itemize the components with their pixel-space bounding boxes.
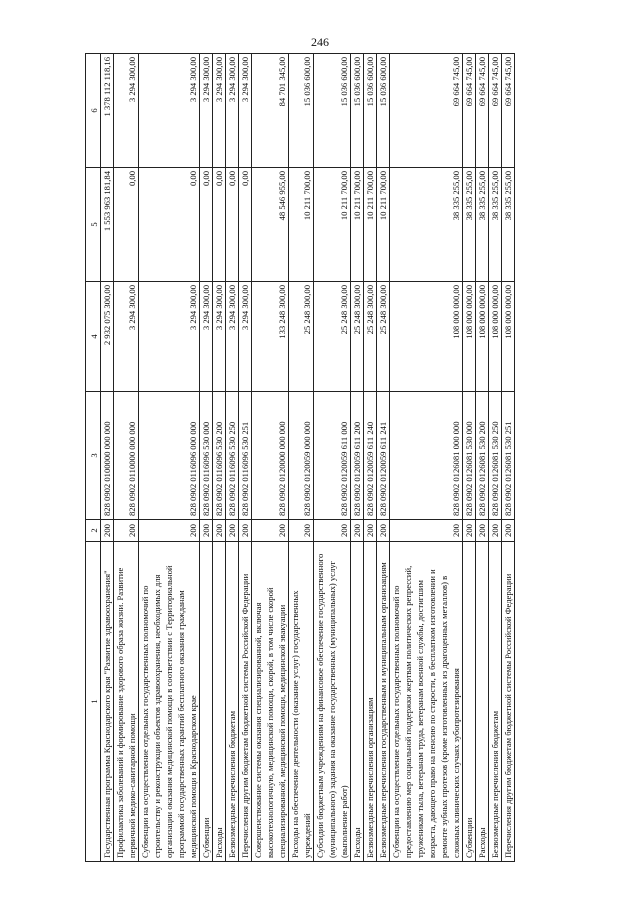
row-line-code-cell: 200 (314, 520, 351, 542)
row-name-cell: Субвенции (200, 542, 213, 862)
column-number-3: 3 (86, 392, 101, 520)
row-line-code-cell: 200 (101, 520, 114, 542)
row-approved-amount-cell: 25 248 300,00 (377, 282, 390, 392)
row-budget-code-cell: 828 0902 0120059 611 240 (364, 392, 377, 520)
row-name-cell: Субвенции (463, 542, 476, 862)
column-number-6: 6 (86, 54, 101, 168)
table-row (289, 54, 314, 862)
row-remaining-amount-cell: 69 664 745,00 (390, 54, 463, 168)
row-remaining-amount-cell: 15 036 600,00 (364, 54, 377, 168)
row-budget-code-cell: 828 0902 0116096 000 000 (139, 392, 200, 520)
row-line-code-cell: 200 (239, 520, 252, 542)
rotated-budget-table-wrapper (85, 54, 605, 862)
row-budget-code-cell: 828 0902 0116096 530 000 (200, 392, 213, 520)
table-row (139, 54, 200, 862)
row-approved-amount-cell: 2 932 075 300,00 (101, 282, 114, 392)
column-number-2: 2 (86, 520, 101, 542)
row-executed-amount-cell: 10 211 700,00 (364, 168, 377, 282)
row-line-code-cell: 200 (390, 520, 463, 542)
row-name-cell: Субвенции на осуществление отдельных государственных полномочий по предоставлению мер социальной поддержки жертвам политических репрессий, труженикам тыла, ветеранам труда, ветеранам военной службы, достигшим возраста, дающего право на пенсию по старости, в бесплатном изготовлении и ремонте зубных протезов (кроме изготовленных из драгоценных металлов) в сложных клинических случаях зубопротезирования (390, 542, 463, 862)
row-line-code-cell: 200 (114, 520, 139, 542)
row-remaining-amount-cell: 15 036 600,00 (314, 54, 351, 168)
row-name-cell: Безвозмездные перечисления бюджетам (226, 542, 239, 862)
row-approved-amount-cell: 3 294 300,00 (226, 282, 239, 392)
row-executed-amount-cell: 38 335 255,00 (463, 168, 476, 282)
row-name-cell: Перечисления другим бюджетам бюджетной системы Российской Федерации (239, 542, 252, 862)
row-executed-amount-cell: 0,00 (239, 168, 252, 282)
row-line-code-cell: 200 (364, 520, 377, 542)
budget-table (85, 53, 515, 862)
row-budget-code-cell: 828 0902 0120059 000 000 (289, 392, 314, 520)
row-name-cell: Субсидии бюджетным учреждениям на финансовое обеспечение государственного (муниципального) задания на оказание государственных (муниципальных) услуг (выполнение работ) (314, 542, 351, 862)
table-row (377, 54, 390, 862)
row-name-cell: Государственная программа Краснодарского края "Развитие здравоохранения" (101, 542, 114, 862)
row-executed-amount-cell: 0,00 (213, 168, 226, 282)
table-row (489, 54, 502, 862)
table-row (239, 54, 252, 862)
row-line-code-cell: 200 (213, 520, 226, 542)
row-name-cell: Безвозмездные перечисления организациям (364, 542, 377, 862)
table-row (213, 54, 226, 862)
row-budget-code-cell: 828 0902 0116096 530 250 (226, 392, 239, 520)
row-executed-amount-cell: 0,00 (139, 168, 200, 282)
row-line-code-cell: 200 (351, 520, 364, 542)
row-approved-amount-cell: 3 294 300,00 (200, 282, 213, 392)
row-line-code-cell: 200 (226, 520, 239, 542)
table-row (476, 54, 489, 862)
row-budget-code-cell: 828 0902 0116096 530 200 (213, 392, 226, 520)
row-executed-amount-cell: 10 211 700,00 (377, 168, 390, 282)
column-number-5: 5 (86, 168, 101, 282)
row-remaining-amount-cell: 3 294 300,00 (114, 54, 139, 168)
row-executed-amount-cell: 38 335 255,00 (476, 168, 489, 282)
row-remaining-amount-cell: 3 294 300,00 (200, 54, 213, 168)
row-approved-amount-cell: 108 000 000,00 (489, 282, 502, 392)
table-row (463, 54, 476, 862)
row-approved-amount-cell: 133 248 300,00 (252, 282, 289, 392)
row-line-code-cell: 200 (252, 520, 289, 542)
row-remaining-amount-cell: 69 664 745,00 (463, 54, 476, 168)
row-approved-amount-cell: 25 248 300,00 (351, 282, 364, 392)
row-executed-amount-cell: 0,00 (226, 168, 239, 282)
row-line-code-cell: 200 (377, 520, 390, 542)
row-budget-code-cell: 828 0902 0100000 000 000 (101, 392, 114, 520)
row-name-cell: Профилактика заболеваний и формирование здорового образа жизни. Развитие первичной медико-санитарной помощи (114, 542, 139, 862)
row-executed-amount-cell: 38 335 255,00 (502, 168, 515, 282)
row-approved-amount-cell: 25 248 300,00 (289, 282, 314, 392)
table-row (364, 54, 377, 862)
row-budget-code-cell: 828 0902 0110000 000 000 (114, 392, 139, 520)
table-row (252, 54, 289, 862)
row-executed-amount-cell: 1 553 963 181,84 (101, 168, 114, 282)
row-approved-amount-cell: 3 294 300,00 (114, 282, 139, 392)
row-executed-amount-cell: 38 335 255,00 (489, 168, 502, 282)
row-remaining-amount-cell: 3 294 300,00 (139, 54, 200, 168)
row-approved-amount-cell: 108 000 000,00 (502, 282, 515, 392)
row-remaining-amount-cell: 84 701 345,00 (252, 54, 289, 168)
table-row (502, 54, 515, 862)
table-row (314, 54, 351, 862)
table-row (390, 54, 463, 862)
row-remaining-amount-cell: 1 378 112 118,16 (101, 54, 114, 168)
row-approved-amount-cell: 3 294 300,00 (139, 282, 200, 392)
row-remaining-amount-cell: 69 664 745,00 (476, 54, 489, 168)
row-executed-amount-cell: 38 335 255,00 (390, 168, 463, 282)
table-row (351, 54, 364, 862)
row-name-cell: Перечисления другим бюджетам бюджетной системы Российской Федерации (502, 542, 515, 862)
row-name-cell: Субвенции на осуществление отдельных государственных полномочий по строительству и реконструкции объектов здравоохранения, необходимых для организации оказания медицинской помощи в соответствии с Территориальной программой государственных гарантий бесплатного оказания гражданам медицинской помощи в Краснодарском крае (139, 542, 200, 862)
row-remaining-amount-cell: 15 036 600,00 (289, 54, 314, 168)
row-name-cell: Совершенствование системы оказания специализированной, включая высокотехнологичную, медицинской помощи, скорой, в том числе скорой специализированной, медицинской помощи, медицинской эвакуации (252, 542, 289, 862)
row-name-cell: Безвозмездные перечисления бюджетам (489, 542, 502, 862)
row-approved-amount-cell: 108 000 000,00 (390, 282, 463, 392)
page-number: 246 (311, 35, 329, 49)
row-executed-amount-cell: 10 211 700,00 (351, 168, 364, 282)
table-row (114, 54, 139, 862)
row-approved-amount-cell: 25 248 300,00 (314, 282, 351, 392)
row-approved-amount-cell: 108 000 000,00 (463, 282, 476, 392)
row-line-code-cell: 200 (289, 520, 314, 542)
row-remaining-amount-cell: 69 664 745,00 (502, 54, 515, 168)
row-budget-code-cell: 828 0902 0126081 530 000 (463, 392, 476, 520)
row-budget-code-cell: 828 0902 0126081 530 250 (489, 392, 502, 520)
row-name-cell: Расходы (476, 542, 489, 862)
row-executed-amount-cell: 10 211 700,00 (314, 168, 351, 282)
row-budget-code-cell: 828 0902 0120059 611 000 (314, 392, 351, 520)
row-budget-code-cell: 828 0902 0116096 530 251 (239, 392, 252, 520)
row-line-code-cell: 200 (502, 520, 515, 542)
row-budget-code-cell: 828 0902 0120000 000 000 (252, 392, 289, 520)
row-remaining-amount-cell: 15 036 600,00 (377, 54, 390, 168)
column-number-4: 4 (86, 282, 101, 392)
row-line-code-cell: 200 (476, 520, 489, 542)
table-row (226, 54, 239, 862)
row-budget-code-cell: 828 0902 0120059 611 200 (351, 392, 364, 520)
row-budget-code-cell: 828 0902 0120059 611 241 (377, 392, 390, 520)
row-budget-code-cell: 828 0902 0126081 530 200 (476, 392, 489, 520)
column-number-1: 1 (86, 542, 101, 862)
row-name-cell: Безвозмездные перечисления государственным и муниципальным организациям (377, 542, 390, 862)
table-row (200, 54, 213, 862)
row-remaining-amount-cell: 3 294 300,00 (239, 54, 252, 168)
row-budget-code-cell: 828 0902 0126081 530 251 (502, 392, 515, 520)
row-line-code-cell: 200 (463, 520, 476, 542)
row-approved-amount-cell: 3 294 300,00 (213, 282, 226, 392)
budget-table-body (86, 54, 515, 862)
row-budget-code-cell: 828 0902 0126081 000 000 (390, 392, 463, 520)
row-executed-amount-cell: 10 211 700,00 (289, 168, 314, 282)
row-name-cell: Расходы (351, 542, 364, 862)
row-line-code-cell: 200 (489, 520, 502, 542)
row-remaining-amount-cell: 3 294 300,00 (213, 54, 226, 168)
table-row (101, 54, 114, 862)
row-remaining-amount-cell: 69 664 745,00 (489, 54, 502, 168)
row-approved-amount-cell: 108 000 000,00 (476, 282, 489, 392)
row-name-cell: Расходы (213, 542, 226, 862)
row-approved-amount-cell: 25 248 300,00 (364, 282, 377, 392)
row-executed-amount-cell: 0,00 (114, 168, 139, 282)
row-approved-amount-cell: 3 294 300,00 (239, 282, 252, 392)
row-remaining-amount-cell: 3 294 300,00 (226, 54, 239, 168)
row-executed-amount-cell: 0,00 (200, 168, 213, 282)
row-line-code-cell: 200 (139, 520, 200, 542)
column-number-row (86, 54, 101, 862)
row-line-code-cell: 200 (200, 520, 213, 542)
row-executed-amount-cell: 48 546 955,00 (252, 168, 289, 282)
row-name-cell: Расходы на обеспечение деятельности (оказание услуг) государственных учреждений (289, 542, 314, 862)
row-remaining-amount-cell: 15 036 600,00 (351, 54, 364, 168)
